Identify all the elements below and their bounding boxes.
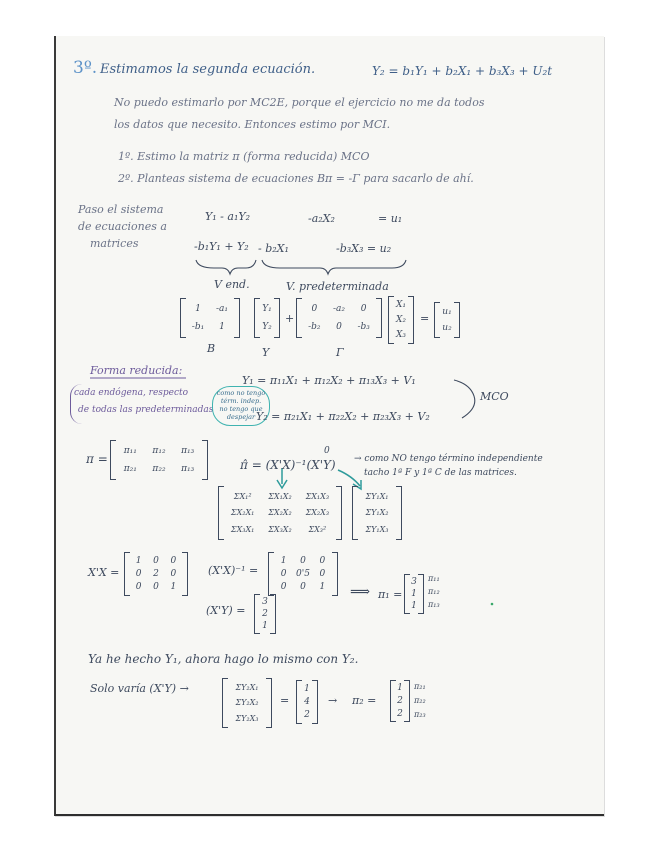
xx-sum-cell: ΣX₂X₁ (230, 508, 255, 518)
reduced-form-heading: Forma reducida: (90, 364, 183, 377)
xy-sum-cell: ΣY₁X₁ (365, 491, 389, 501)
inv-cell: 0 (300, 582, 306, 593)
xx-sum-cell: ΣX₁X₂ (268, 491, 292, 501)
xy-label: (X'Y) = (206, 604, 246, 617)
pi1-name: π₁₁ (428, 574, 440, 583)
xy2-sum-cell: ΣY₂X₃ (235, 713, 259, 723)
X-cell: X₁ (395, 300, 406, 311)
inv-cell: 0 (280, 568, 287, 579)
pi2-name: π₂₃ (414, 710, 426, 719)
pi1-cell: 1 (411, 601, 417, 611)
xx-sum-cell: ΣX₁² (233, 491, 252, 501)
step-1: 1º. Estimo la matriz π (forma reducida) MCO (118, 150, 370, 163)
xy2-sum-cell: ΣY₂X₂ (235, 698, 259, 708)
G-cell: -a₂ (332, 304, 345, 314)
xx-sum-cell: ΣX₂X₃ (305, 508, 330, 518)
pi2-name: π₂₂ (414, 696, 426, 705)
step-2: 2º. Planteas sistema de ecuaciones Bπ = -Γ para sacarlo de ahí. (118, 172, 474, 185)
pi1-cell: 3 (411, 577, 417, 587)
pi-cell: π₁₂ (152, 446, 166, 456)
inv-cell: 0 (319, 568, 326, 579)
system-label-2: de ecuaciones a (78, 220, 167, 233)
xy2-cell: 1 (304, 683, 310, 694)
intro-line-2: los datos que necesito. Entonces estimo por MCI. (114, 118, 391, 131)
label-v-predet: V. predeterminada (286, 280, 389, 293)
xx-cell: 1 (170, 582, 177, 593)
system-r1-rhs: = u₁ (378, 212, 403, 225)
reduced-note-1: cada endógena, respecto (74, 388, 189, 398)
xy-cell: 3 (262, 597, 268, 607)
xy-sum-cell: ΣY₁X₂ (365, 508, 389, 518)
pi2-vector (390, 680, 410, 722)
zero-mark: 0 (324, 446, 330, 456)
system-r2-endog: -b₁Y₁ + Y₂ (194, 240, 249, 253)
only-varies-label: Solo varía (X'Y) → (90, 682, 189, 695)
pi1-name: π₁₃ (428, 600, 440, 609)
xx-sum-cell: ΣX₃X₂ (268, 525, 292, 535)
pi-cell: π₂₁ (123, 464, 137, 474)
G-cell: 0 (360, 304, 367, 314)
section-number: 3º. (73, 58, 98, 78)
inv-cell: 0 (280, 582, 287, 593)
system-label-1: Paso el sistema (78, 203, 164, 216)
reduced-eq-1: Y₁ = π₁₁X₁ + π₁₂X₂ + π₁₃X₃ + V₁ (242, 374, 416, 387)
inv-cell: 0 (300, 555, 306, 566)
X-cell: X₂ (395, 314, 406, 325)
pi-cell: π₁₃ (181, 464, 195, 474)
inv-cell: 0 (319, 555, 326, 566)
B-cell: -a₁ (215, 304, 228, 314)
inv-cell: 1 (280, 555, 287, 566)
label-v-endog: V end. (214, 278, 250, 291)
xy-cell: 2 (262, 609, 268, 619)
system-r1-predet: -a₂X₂ (308, 212, 335, 225)
Y-cell: Y₂ (262, 322, 272, 332)
U-cell: u₁ (442, 307, 452, 317)
G-cell: 0 (311, 304, 318, 314)
xx-matrix (124, 552, 188, 596)
X-cell: X₃ (395, 329, 406, 340)
estimator-formula: π̂ = (X'X)⁻¹(X'Y) (240, 458, 336, 472)
system-r2-predet: - b₂X₁ (258, 242, 289, 255)
xx-cell: 0 (170, 555, 177, 566)
inv-cell: 1 (319, 582, 326, 593)
xx-sum-cell: ΣX₂X₂ (268, 508, 292, 518)
Y-cell: Y₁ (262, 304, 272, 314)
xx-sum-matrix (218, 486, 342, 540)
xx-cell: 2 (153, 568, 159, 579)
system-label-3: matrices (90, 237, 139, 250)
equals-sign: = (420, 312, 430, 325)
B-cell: -b₁ (191, 322, 205, 332)
matrix-B (180, 298, 240, 338)
pi2-cell: 1 (397, 683, 403, 694)
xx-label: X'X = (88, 566, 120, 579)
xx-sum-cell: ΣX₁X₃ (305, 491, 330, 501)
bubble-line: despejar (226, 413, 256, 421)
xx-cell: 0 (135, 582, 142, 593)
xy2-vector (296, 680, 318, 724)
xx-cell: 0 (170, 568, 177, 579)
intro-line-1: No puedo estimarlo por MC2E, porque el ejercicio no me da todos (114, 96, 485, 109)
xx-cell: 0 (135, 568, 142, 579)
G-cell: 0 (336, 322, 342, 332)
xy-sum-cell: ΣY₁X₃ (365, 525, 389, 535)
note-no-intercept-1: → como NO tengo término independiente (354, 454, 543, 464)
xx-sum-cell: ΣX₃X₁ (230, 525, 255, 535)
pi-matrix (110, 440, 208, 480)
xx-cell: 0 (153, 555, 159, 566)
section-title: Estimamos la segunda ecuación. (100, 62, 316, 77)
pi2-cell: 2 (397, 708, 403, 719)
xy2-cell: 4 (304, 696, 310, 707)
plus-sign: + (285, 312, 295, 325)
xy2-cell: 2 (304, 710, 310, 721)
U-cell: u₂ (442, 323, 452, 333)
pi-cell: π₂₂ (152, 464, 166, 474)
xy2-sum-vector (222, 678, 272, 728)
pi-cell: π₁₁ (123, 446, 137, 456)
vector-X (388, 296, 414, 344)
xx-sum-cell: ΣX₃² (308, 525, 327, 535)
pi1-vector (404, 574, 424, 614)
xy-sum-vector (352, 486, 402, 540)
system-r2-rhs: -b₃X₃ = u₂ (336, 242, 392, 255)
vector-Y (254, 298, 280, 338)
pi2-label: π₂ = (352, 694, 377, 707)
G-cell: -b₂ (308, 322, 321, 332)
bubble-line: no tengo que (219, 405, 263, 413)
reduced-note-2: de todas las predeterminadas (78, 405, 214, 415)
matrix-Gamma (296, 298, 382, 338)
G-cell: -b₃ (357, 322, 370, 332)
bubble-line: térm. indep. (220, 397, 262, 405)
second-arrow: → (328, 694, 338, 707)
pi1-label: π₁ = (378, 588, 403, 601)
label-B: B (207, 342, 216, 355)
B-cell: 1 (219, 322, 225, 332)
xy2-sum-cell: ΣY₂X₁ (235, 683, 259, 693)
pi2-cell: 2 (397, 695, 403, 706)
inverse-label: (X'X)⁻¹ = (208, 564, 259, 577)
note-no-intercept-2: tacho 1ª F y 1ª C de las matrices. (364, 468, 517, 478)
second-equation: Y₂ = b₁Y₁ + b₂X₁ + b₃X₃ + U₂t (372, 64, 553, 78)
pi-cell: π₁₃ (181, 446, 195, 456)
second-equals: = (280, 694, 290, 707)
second-intro: Ya he hecho Y₁, ahora hago lo mismo con Y₂. (88, 652, 359, 666)
pi2-name: π₂₁ (414, 682, 426, 691)
reduced-eq-2: Y₂ = π₂₁X₁ + π₂₂X₂ + π₂₃X₃ + V₂ (256, 410, 430, 423)
bubble-line: como no tengo (216, 389, 266, 397)
label-Y: Y (262, 346, 270, 359)
xy-vector (254, 594, 276, 634)
xy-cell: 1 (262, 621, 268, 631)
inv-cell: 0'5 (296, 568, 310, 579)
xx-cell: 1 (135, 555, 142, 566)
xx-cell: 0 (153, 582, 159, 593)
B-cell: 1 (195, 304, 201, 314)
system-r1-endog: Y₁ - a₁Y₂ (205, 210, 251, 223)
pi-matrix-label: π = (86, 452, 108, 466)
pi1-name: π₁₂ (428, 587, 440, 596)
vector-U (434, 302, 460, 338)
pi1-cell: 1 (411, 589, 417, 599)
label-Gamma: Γ (336, 346, 344, 359)
mco-label: MCO (480, 390, 509, 403)
implies-arrow: ⟹ (350, 584, 371, 600)
inverse-matrix (268, 552, 338, 596)
